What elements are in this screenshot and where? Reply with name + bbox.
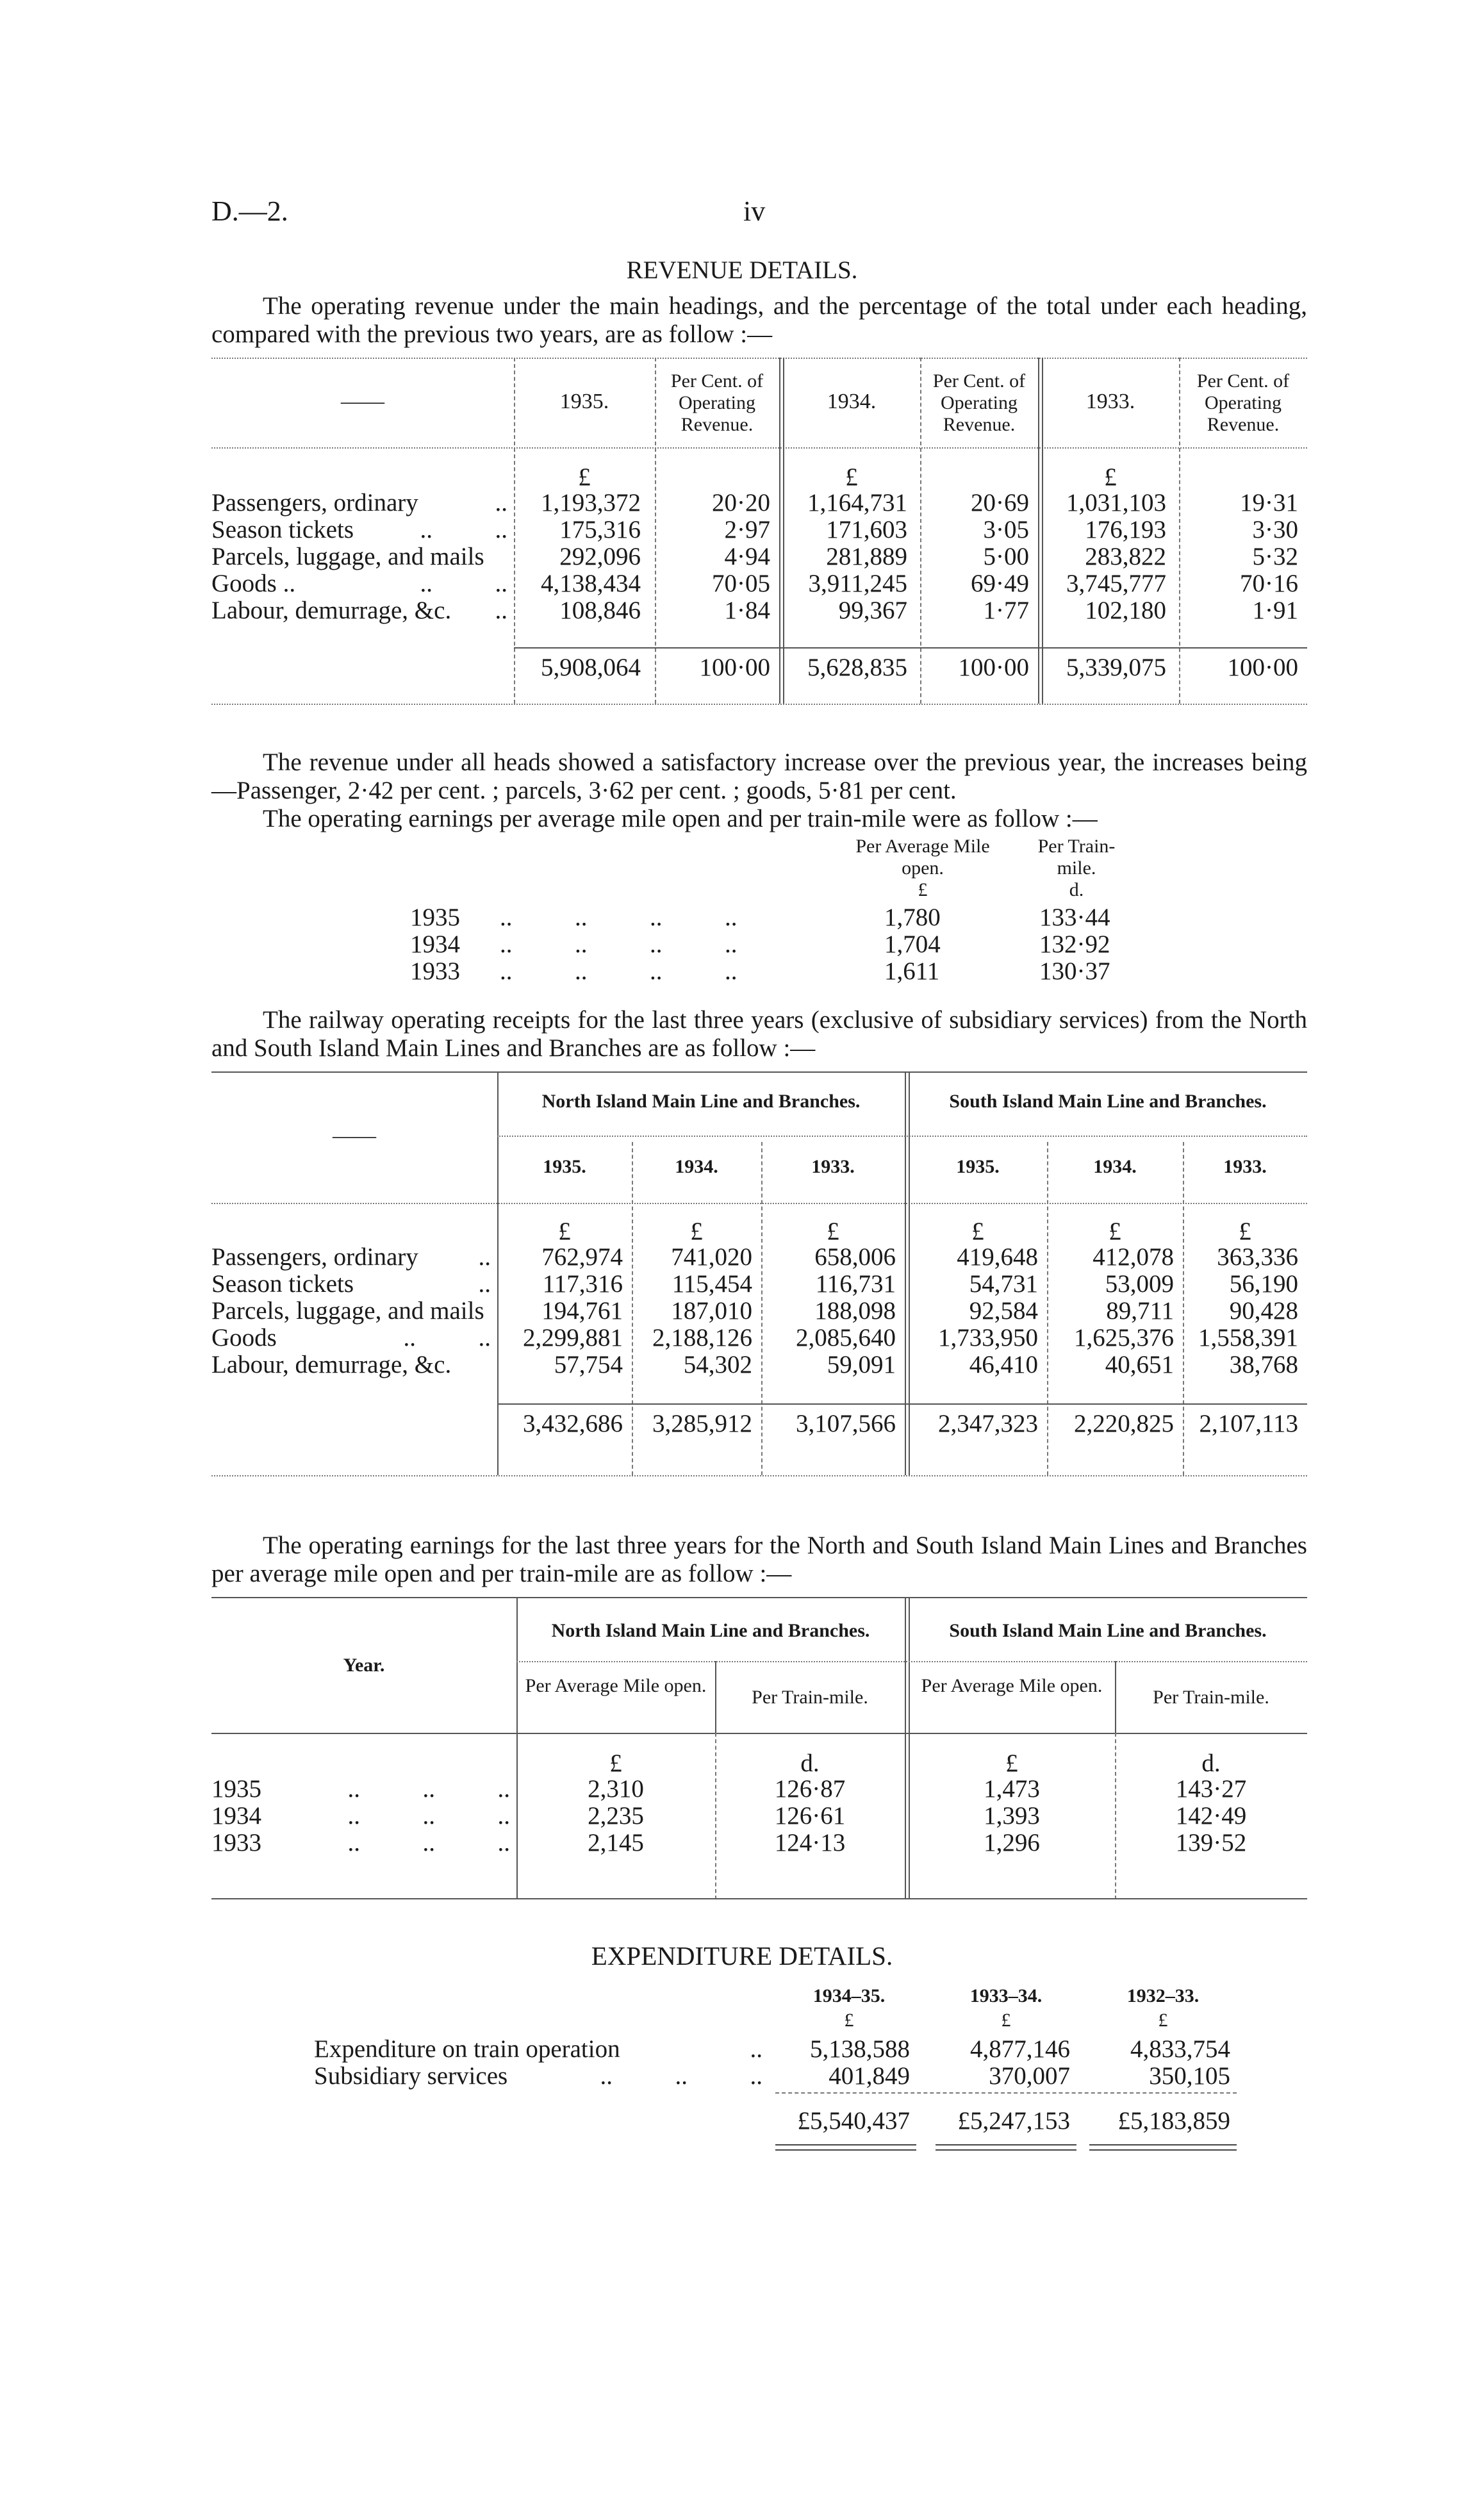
revenue-cell: 19·31 <box>1240 489 1298 517</box>
island-year: 1934. <box>675 1156 718 1177</box>
island-cell: 117,316 <box>542 1270 623 1298</box>
revenue-row-leader: .. <box>495 597 507 624</box>
revenue-cell: 2·97 <box>724 516 770 543</box>
expenditure-year: 1934–35. <box>812 1985 886 2006</box>
revenue-cell: 20·69 <box>971 489 1029 517</box>
island-earnings-intro: The operating earnings for the last three years for the North and South Island Main Lines and Branches per average mile open and per train-mile are as follow :— <box>211 1532 1307 1587</box>
expenditure-total: £5,183,859 <box>1117 2107 1230 2135</box>
island-total: 3,432,686 <box>523 1410 623 1437</box>
revenue-cell: 20·20 <box>712 489 770 517</box>
island-cell: 89,711 <box>1106 1297 1174 1325</box>
revenue-cell: 3,745,777 <box>1066 570 1166 597</box>
island-cell: 92,584 <box>969 1297 1038 1325</box>
revenue-cell: 108,846 <box>559 597 641 624</box>
expenditure-cell: 5,138,588 <box>810 2035 910 2063</box>
earnings-para-intro: The operating earnings per average mile open and per train-mile were as follow :— <box>263 805 1098 832</box>
revenue-row-leader: .. <box>495 489 507 517</box>
island-cell: 741,020 <box>671 1243 752 1271</box>
earnings-unit-train: d. <box>1069 879 1084 900</box>
island-earnings-cell: 2,235 <box>588 1802 644 1830</box>
island-earnings-year: 1933 <box>211 1829 261 1856</box>
island-earnings-subcol: Per Average Mile open. <box>921 1675 1103 1696</box>
revenue-col-1934: 1934. <box>827 390 877 413</box>
revenue-unit-1934: £ <box>845 463 858 491</box>
island-year: 1935. <box>543 1156 586 1177</box>
revenue-cell: 1,193,372 <box>541 489 641 517</box>
revenue-cell: 70·05 <box>712 570 770 597</box>
expenditure-year: 1933–34. <box>969 1985 1043 2006</box>
island-cell: 1,733,950 <box>938 1324 1038 1352</box>
earnings-col-train: Per Train-mile. <box>1037 836 1116 879</box>
expenditure-leader: .. .. .. <box>600 2062 763 2090</box>
island-row-leader: .. <box>478 1243 491 1271</box>
island-unit: £ <box>971 1218 984 1245</box>
revenue-total: 5,628,835 <box>807 654 907 681</box>
island-cell: 658,006 <box>814 1243 896 1271</box>
revenue-cell: 292,096 <box>559 543 641 570</box>
expenditure-unit: £ <box>1158 2010 1168 2031</box>
expenditure-cell: 4,877,146 <box>970 2035 1070 2063</box>
island-earnings-year: 1935 <box>211 1775 261 1803</box>
island-total: 2,347,323 <box>938 1410 1038 1437</box>
expenditure-unit: £ <box>1001 2010 1011 2031</box>
island-receipts-table <box>211 1071 1307 1482</box>
revenue-cell: 102,180 <box>1085 597 1166 624</box>
island-row-label: Goods <box>211 1324 277 1352</box>
earnings-year: 1933 <box>410 957 460 985</box>
earnings-mile-value: 1,704 <box>884 930 941 958</box>
revenue-cell: 1,164,731 <box>807 489 907 517</box>
island-total: 2,220,825 <box>1074 1410 1174 1437</box>
island-earnings-cell: 142·49 <box>1175 1802 1247 1830</box>
island-cell: 363,336 <box>1217 1243 1298 1271</box>
island-cell: 53,009 <box>1105 1270 1174 1298</box>
revenue-table <box>211 358 1307 710</box>
island-receipts-intro: The railway operating receipts for the last three years (exclusive of subsidiary services) from the North and South Island Main Lines and Branches are as follow :— <box>211 1006 1307 1062</box>
island-earnings-leader: .. .. .. <box>347 1802 510 1830</box>
expenditure-unit: £ <box>844 2010 854 2031</box>
island-earnings-subcol: Per Train-mile. <box>752 1687 868 1708</box>
island-cell: 90,428 <box>1229 1297 1298 1325</box>
revenue-row-label: Parcels, luggage, and mails <box>211 543 484 570</box>
earnings-year: 1935 <box>410 904 460 931</box>
revenue-cell: 281,889 <box>826 543 907 570</box>
revenue-col-1933: 1933. <box>1085 390 1135 413</box>
island-unit: £ <box>1109 1218 1121 1245</box>
revenue-col-pct-1934: Per Cent. of Operating Revenue. <box>932 370 1026 435</box>
island-cell: 38,768 <box>1229 1351 1298 1378</box>
island-cell: 116,731 <box>815 1270 896 1298</box>
island-cell: 187,010 <box>671 1297 752 1325</box>
revenue-cell: 69·49 <box>971 570 1029 597</box>
island-cell: 1,625,376 <box>1074 1324 1174 1352</box>
island-receipts-dash: —— <box>333 1124 376 1148</box>
island-cell: 46,410 <box>969 1351 1038 1378</box>
earnings-mile-value: 1,611 <box>884 957 940 985</box>
earnings-unit-mile: £ <box>918 879 928 900</box>
revenue-cell: 3·30 <box>1252 516 1298 543</box>
revenue-cell: 4,138,434 <box>541 570 641 597</box>
revenue-cell: 1·77 <box>983 597 1029 624</box>
earnings-mile-value: 1,780 <box>884 904 941 931</box>
island-row-leader: .. <box>478 1270 491 1298</box>
island-cell: 2,085,640 <box>796 1324 896 1352</box>
revenue-cell: 4·94 <box>724 543 770 570</box>
revenue-row-label: Passengers, ordinary <box>211 489 418 517</box>
island-earnings-cell: 1,473 <box>984 1775 1040 1803</box>
island-earnings-cell: 124·13 <box>774 1829 846 1856</box>
island-cell: 59,091 <box>827 1351 896 1378</box>
island-unit: £ <box>827 1218 839 1245</box>
island-row-label: Passengers, ordinary <box>211 1243 418 1271</box>
island-year: 1935. <box>956 1156 1000 1177</box>
expenditure-cell: 370,007 <box>989 2062 1070 2090</box>
revenue-cell: 3,911,245 <box>808 570 907 597</box>
earnings-train-value: 132·92 <box>1039 930 1110 958</box>
revenue-cell: 1,031,103 <box>1066 489 1166 517</box>
island-row-label: Parcels, luggage, and mails <box>211 1297 484 1325</box>
island-cell: 419,648 <box>957 1243 1038 1271</box>
revenue-col-pct-1935: Per Cent. of Operating Revenue. <box>670 370 764 435</box>
revenue-col-pct-1933: Per Cent. of Operating Revenue. <box>1196 370 1290 435</box>
revenue-total: 100·00 <box>699 654 770 681</box>
earnings-train-value: 130·37 <box>1039 957 1110 985</box>
revenue-cell: 3·05 <box>983 516 1029 543</box>
revenue-total: 5,339,075 <box>1066 654 1166 681</box>
island-earnings-unit: d. <box>1201 1749 1221 1777</box>
island-earnings-unit: d. <box>800 1749 820 1777</box>
island-row-label: Season tickets <box>211 1270 354 1298</box>
revenue-col-1935: 1935. <box>559 390 609 413</box>
island-row-leader: .. .. <box>403 1324 491 1352</box>
revenue-row-leader: .. .. <box>420 570 507 597</box>
island-total: 3,107,566 <box>796 1410 896 1437</box>
island-cell: 412,078 <box>1092 1243 1174 1271</box>
south-island-header: South Island Main Line and Branches. <box>949 1091 1267 1112</box>
expenditure-cell: 4,833,754 <box>1130 2035 1230 2063</box>
revenue-cell: 70·16 <box>1240 570 1298 597</box>
earnings-col-mile: Per Average Mile open. <box>855 836 990 879</box>
island-year: 1934. <box>1093 1156 1137 1177</box>
island-cell: 40,651 <box>1105 1351 1174 1378</box>
island-year: 1933. <box>1223 1156 1267 1177</box>
island-cell: 57,754 <box>554 1351 623 1378</box>
earnings-para-increase: The revenue under all heads showed a satisfactory increase over the previous year, the increases being—Passenger, 2·42 per cent. ; parcels, 3·62 per cent. ; goods, 5·81 per cent. <box>211 748 1307 804</box>
expenditure-cell: 350,105 <box>1149 2062 1230 2090</box>
island-cell: 54,302 <box>683 1351 752 1378</box>
revenue-cell: 1·91 <box>1252 597 1298 624</box>
earnings-leader: .. .. .. .. <box>500 957 738 985</box>
island-cell: 1,558,391 <box>1198 1324 1298 1352</box>
revenue-row-label: Goods .. <box>211 570 296 597</box>
island-earnings-subcol: Per Train-mile. <box>1153 1687 1269 1708</box>
island-earnings-cell: 2,145 <box>588 1829 644 1856</box>
revenue-cell: 99,367 <box>838 597 907 624</box>
revenue-cell: 175,316 <box>559 516 641 543</box>
revenue-cell: 5·32 <box>1252 543 1298 570</box>
island-unit: £ <box>558 1218 571 1245</box>
island-earnings-south-header: South Island Main Line and Branches. <box>949 1620 1267 1641</box>
island-unit: £ <box>1239 1218 1251 1245</box>
revenue-total: 5,908,064 <box>541 654 641 681</box>
island-earnings-cell: 139·52 <box>1175 1829 1247 1856</box>
earnings-year: 1934 <box>410 930 460 958</box>
expenditure-total: £5,540,437 <box>797 2107 910 2135</box>
earnings-leader: .. .. .. .. <box>500 930 738 958</box>
revenue-cell: 176,193 <box>1085 516 1166 543</box>
earnings-leader: .. .. .. .. <box>500 904 738 931</box>
revenue-cell: 283,822 <box>1085 543 1166 570</box>
expenditure-cell: 401,849 <box>829 2062 910 2090</box>
island-cell: 54,731 <box>969 1270 1038 1298</box>
revenue-cell: 1·84 <box>724 597 770 624</box>
island-row-label: Labour, demurrage, &c. <box>211 1351 452 1378</box>
page-reference: D.—2. <box>211 195 288 227</box>
revenue-intro: The operating revenue under the main headings, and the percentage of the total under each heading, compared with the previous two years, are as follow :— <box>211 292 1307 348</box>
revenue-dash-header: —— <box>341 390 384 413</box>
island-earnings-subcol: Per Average Mile open. <box>525 1675 707 1696</box>
island-earnings-unit: £ <box>1005 1749 1018 1777</box>
island-cell: 2,299,881 <box>523 1324 623 1352</box>
island-year: 1933. <box>811 1156 855 1177</box>
island-earnings-leader: .. .. .. <box>347 1829 510 1856</box>
expenditure-total: £5,247,153 <box>957 2107 1070 2135</box>
island-cell: 194,761 <box>541 1297 623 1325</box>
revenue-unit-1935: £ <box>578 463 591 491</box>
revenue-total: 100·00 <box>1227 654 1298 681</box>
island-earnings-year-header: Year. <box>343 1655 385 1676</box>
island-total: 2,107,113 <box>1199 1410 1298 1437</box>
revenue-cell: 171,603 <box>826 516 907 543</box>
island-cell: 56,190 <box>1229 1270 1298 1298</box>
island-earnings-cell: 126·61 <box>774 1802 846 1830</box>
revenue-title: REVENUE DETAILS. <box>626 256 858 284</box>
revenue-row-leader: .. .. <box>420 516 507 543</box>
island-total: 3,285,912 <box>652 1410 752 1437</box>
expenditure-label: Expenditure on train operation <box>314 2035 620 2063</box>
island-earnings-cell: 1,393 <box>984 1802 1040 1830</box>
island-earnings-cell: 2,310 <box>588 1775 644 1803</box>
north-island-header: North Island Main Line and Branches. <box>541 1091 861 1112</box>
island-cell: 115,454 <box>672 1270 752 1298</box>
revenue-cell: 5·00 <box>983 543 1029 570</box>
island-earnings-table <box>211 1597 1307 1905</box>
earnings-train-value: 133·44 <box>1039 904 1110 931</box>
revenue-unit-1933: £ <box>1104 463 1117 491</box>
revenue-row-label: Labour, demurrage, &c. <box>211 597 452 624</box>
page-number: iv <box>743 195 766 227</box>
island-earnings-unit: £ <box>609 1749 622 1777</box>
island-earnings-year: 1934 <box>211 1802 261 1830</box>
island-unit: £ <box>690 1218 703 1245</box>
island-earnings-cell: 126·87 <box>774 1775 846 1803</box>
expenditure-year: 1932–33. <box>1126 1985 1200 2006</box>
island-earnings-north-header: North Island Main Line and Branches. <box>551 1620 870 1641</box>
expenditure-label: Subsidiary services <box>314 2062 508 2090</box>
island-earnings-leader: .. .. .. <box>347 1775 510 1803</box>
expenditure-title: EXPENDITURE DETAILS. <box>591 1941 893 1971</box>
revenue-row-label: Season tickets <box>211 516 354 543</box>
expenditure-leader: .. <box>750 2035 763 2063</box>
island-earnings-cell: 143·27 <box>1175 1775 1247 1803</box>
island-cell: 2,188,126 <box>652 1324 752 1352</box>
island-earnings-cell: 1,296 <box>984 1829 1040 1856</box>
revenue-total: 100·00 <box>958 654 1029 681</box>
island-cell: 188,098 <box>814 1297 896 1325</box>
island-cell: 762,974 <box>541 1243 623 1271</box>
